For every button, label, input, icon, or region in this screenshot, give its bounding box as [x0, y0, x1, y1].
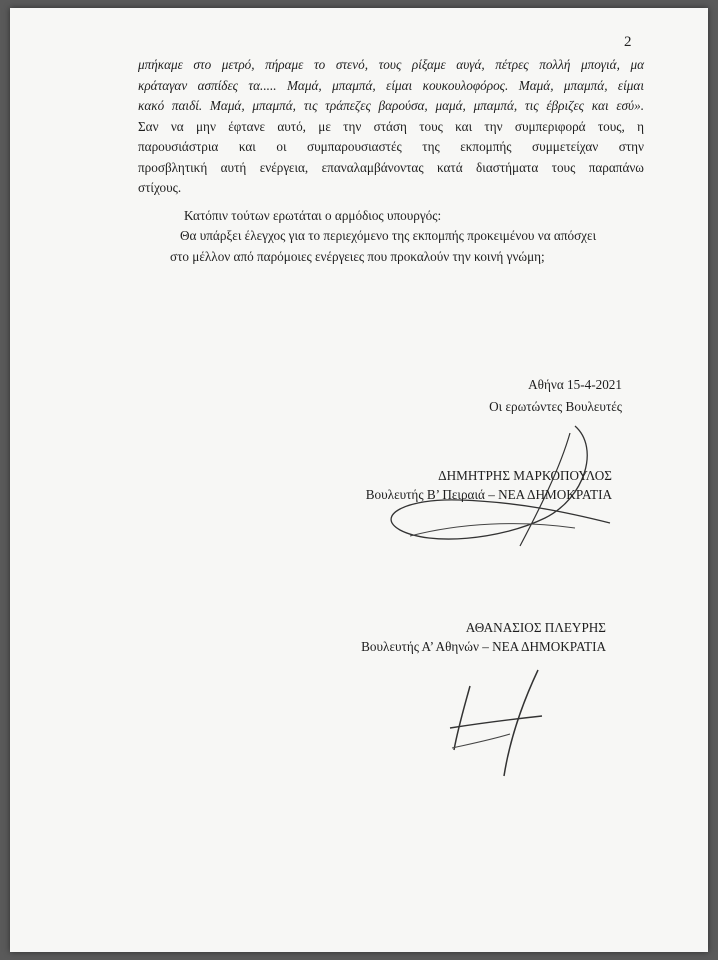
document-date: Αθήνα 15-4-2021 [528, 377, 622, 392]
document-page [10, 8, 708, 952]
question-intro: Κατόπιν τούτων ερωτάται ο αρμόδιος υπουργός: [184, 207, 442, 223]
page-number: 2 [624, 34, 632, 50]
signatories-label: Οι ερωτώντες Βουλευτές [489, 399, 622, 414]
signature-plevris [430, 648, 580, 788]
signatory-name: ΑΘΑΝΑΣΙΟΣ ΠΛΕΥΡΗΣ [465, 620, 606, 635]
body-line: κακό παιδί. Μαμά, μπαμπά, τις τράπεζες βαρούσα, μαμά, μπαμπά, τις έβριζες και εσύ». [138, 98, 644, 113]
body-line: Σαν να μην έφτανε αυτό, με την στάση τους και την συμπεριφορά τους, η [138, 118, 644, 134]
body-line: προσβλητική αυτή ενέργεια, επαναλαμβάνοντας κατά διαστήματα τους παραπάνω [138, 159, 644, 175]
body-line: παρουσιάστρια και οι συμπαρουσιαστές της εκπομπής συμμετείχαν στην [138, 139, 644, 154]
signatory-2 [330, 618, 606, 656]
signatory-1 [340, 466, 612, 504]
closing-block [360, 374, 622, 418]
document-body [138, 55, 644, 267]
signatory-title: Βουλευτής Β’ Πειραιά – ΝΕΑ ΔΗΜΟΚΡΑΤΙΑ [365, 487, 612, 502]
body-line: κράταγαν ασπίδες τα..... Μαμά, μπαμπά, είμαι κουκουλοφόρος. Μαμά, μπαμπά, είμαι [138, 77, 644, 93]
question-line: στο μέλλον από παρόμοιες ενέργειες που προκαλούν την κοινή γνώμη; [170, 248, 545, 264]
question-line: Θα υπάρξει έλεγχος για το περιεχόμενο της εκπομπής προκειμένου να απόσχει [180, 228, 597, 243]
body-line: στίχους. [138, 180, 182, 195]
body-line: μπήκαμε στο μετρό, πήραμε το στενό, τους ρίξαμε αυγά, πέτρες πολλή μπογιά, μα [138, 57, 644, 72]
signatory-title: Βουλευτής Α’ Αθηνών – ΝΕΑ ΔΗΜΟΚΡΑΤΙΑ [361, 639, 606, 654]
signatory-name: ΔΗΜΗΤΡΗΣ ΜΑΡΚΟΠΟΥΛΟΣ [438, 468, 612, 483]
